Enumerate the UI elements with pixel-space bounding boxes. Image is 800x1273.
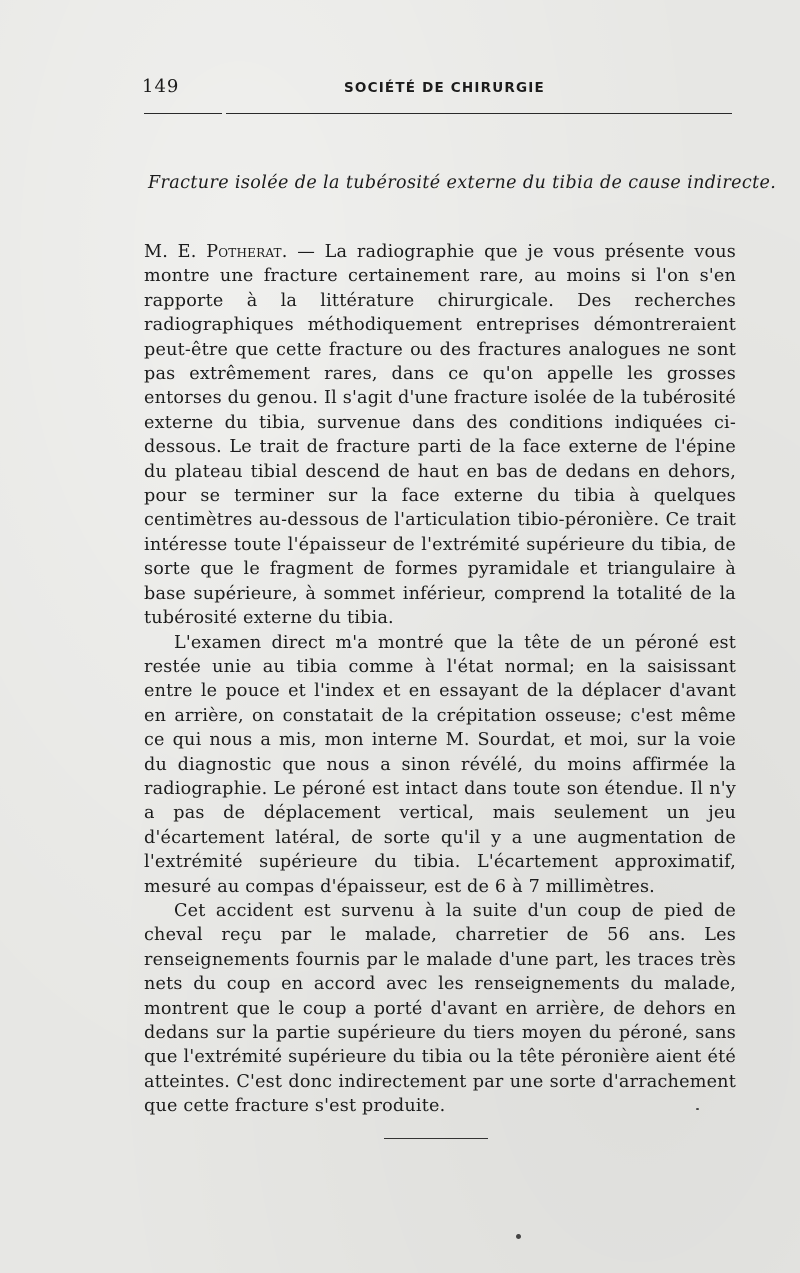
ink-speck: [696, 1108, 699, 1110]
article-title: Fracture isolée de la tubérosité externe du tibia de cause indirecte.: [148, 173, 777, 193]
page-number: 149: [142, 76, 180, 97]
paragraph-1: [144, 240, 736, 631]
end-rule: [384, 1138, 488, 1139]
author-prefix: M. E.: [144, 242, 197, 262]
running-head: [142, 76, 730, 104]
ink-speck: [516, 1234, 521, 1239]
author-name: Potherat.: [206, 242, 288, 262]
header-rule-right: [226, 113, 732, 114]
paragraph-2: L'examen direct m'a montré que la tête de un péroné est restée unie au tibia comme à l'état normal; en la saisissant entre le pouce et l'index et en essayant de la déplacer d'avant en arrière, on constatait de la crépitation osseuse; c'est même ce qui nous a mis, mon interne M. Sourdat, et moi, sur la voie du diagnostic que nous a sinon révélé, du moins affirmée la radiographie. Le péroné est intact dans toute son étendue. Il n'y a pas de déplacement vertical, mais seulement un jeu d'écartement latéral, de sorte qu'il y a une augmentation de l'extrémité supérieure du tibia. L'écartement approximatif, mesuré au compas d'épaisseur, est de 6 à 7 millimètres.: [144, 632, 736, 897]
paragraph-1-text: — La radiographie que je vous présente vous montre une fracture certainement rare, au moins si l'on s'en rapporte à la littérature chirurgicale. Des recherches radiographiques méthodiquement entreprises démontreraient peut-être que cette fracture ou des fractures analogues ne sont pas extrêmement rares, dans ce qu'on appelle les grosses entorses du genou. Il s'agit d'une fracture isolée de la tubérosité externe du tibia, survenue dans des conditions indiquées ci-dessous. Le trait de fracture parti de la face externe de l'épine du plateau tibial descend de haut en bas de dedans en dehors, pour se terminer sur la face externe du tibia à quelques centimètres au-dessous de l'articulation tibio-péronière. Ce trait intéresse toute l'épaisseur de l'extrémité supérieure du tibia, de sorte que le fragment de formes pyramidale et triangulaire à base supérieure, à sommet inférieur, comprend la totalité de la tubérosité externe du tibia.: [144, 242, 736, 629]
header-rule-left: [144, 113, 222, 114]
article-body: [144, 240, 736, 1119]
journal-title: SOCIÉTÉ DE CHIRURGIE: [344, 80, 545, 96]
paragraph-3: Cet accident est survenu à la suite d'un coup de pied de cheval reçu par le malade, charretier de 56 ans. Les renseignements fournis par le malade d'une part, les traces très nets du coup en accord avec les renseignements du malade, montrent que le coup a porté d'avant en arrière, de dehors en dedans sur la partie supérieure du tiers moyen du péroné, sans que l'extrémité supérieure du tibia ou la tête péronière aient été atteintes. C'est donc indirectement par une sorte d'arrachement que cette fracture s'est produite.: [144, 900, 736, 1117]
